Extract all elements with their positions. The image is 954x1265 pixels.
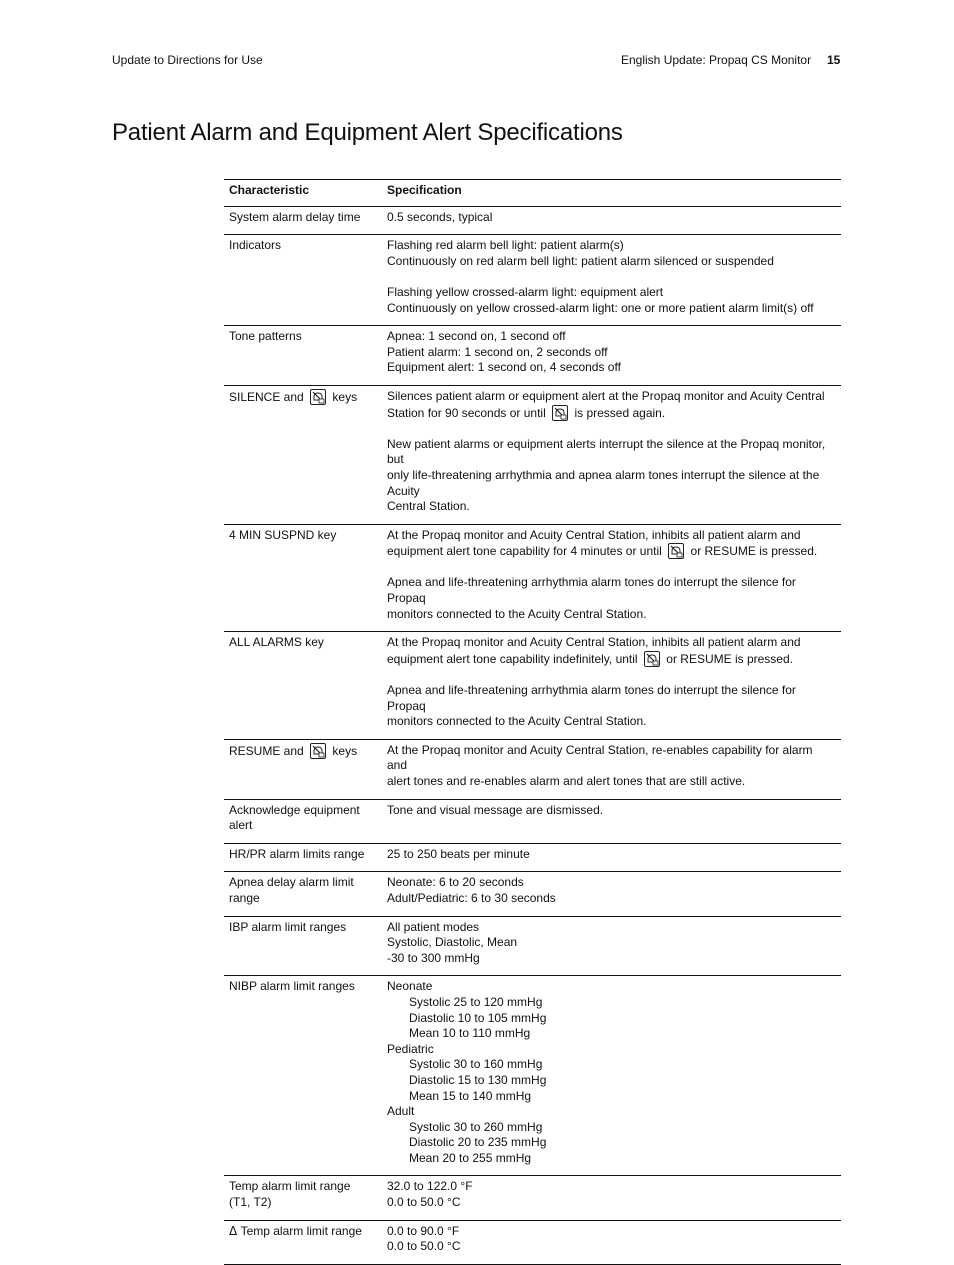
column-header-characteristic: Characteristic — [224, 180, 387, 207]
characteristic-line: (T1, T2) — [229, 1195, 272, 1210]
spec-line: Systolic 30 to 260 mmHg — [409, 1119, 543, 1134]
table-row — [224, 385, 841, 524]
crossed-alarm-key-icon — [310, 743, 326, 759]
spec-text: or RESUME is pressed. — [666, 651, 793, 666]
spec-text: equipment alert tone capability for 4 minutes or until — [387, 544, 662, 559]
spec-line: Mean 20 to 255 mmHg — [409, 1150, 532, 1165]
spec-line: Apnea and life-threatening arrhythmia alarm tones do interrupt the silence for Propaq — [387, 683, 796, 713]
crossed-alarm-key-icon — [668, 543, 684, 559]
crossed-alarm-key-icon — [552, 405, 568, 421]
characteristic-cell: Indicators — [224, 235, 387, 326]
spec-line: Patient alarm: 1 second on, 2 seconds off — [387, 344, 608, 359]
spec-line: alert tones and re-enables alarm and alert tones that are still active. — [387, 774, 746, 788]
spec-text: equipment alert tone capability indefinitely, until — [387, 651, 638, 666]
spec-line: only life-threatening arrhythmia and apnea alarm tones interrupt the silence at the Acuity — [387, 467, 820, 498]
spec-line: -30 to 300 mmHg — [387, 950, 480, 965]
characteristic-cell — [224, 385, 387, 524]
spec-line: Diastolic 20 to 235 mmHg — [409, 1135, 547, 1150]
characteristic-cell — [224, 872, 387, 916]
characteristic-cell: ALL ALARMS key — [224, 632, 387, 740]
characteristic-text: RESUME and — [229, 743, 304, 758]
spec-line — [387, 651, 835, 668]
paragraph-spacer — [387, 667, 835, 683]
spec-line: Central Station. — [387, 499, 470, 514]
characteristic-line: alert — [229, 818, 253, 833]
spec-text: is pressed again. — [574, 405, 666, 420]
specification-cell: 0.5 seconds, typical — [387, 206, 841, 235]
characteristic-cell — [224, 739, 387, 799]
spec-line: New patient alarms or equipment alerts interrupt the silence at the Propaq monitor, but — [387, 436, 826, 467]
table-row — [224, 206, 841, 235]
characteristic-cell: HR/PR alarm limits range — [224, 843, 387, 872]
spec-line — [387, 405, 835, 422]
specification-cell — [387, 916, 841, 976]
table-row — [224, 916, 841, 976]
spec-line: Diastolic 10 to 105 mmHg — [409, 1010, 547, 1025]
specification-cell — [387, 385, 841, 524]
spec-line: Flashing red alarm bell light: patient alarm(s) — [387, 238, 624, 253]
paragraph-spacer — [387, 269, 835, 285]
characteristic-cell — [224, 799, 387, 843]
table-row — [224, 326, 841, 386]
table-row — [224, 235, 841, 326]
spec-line: 0.0 to 50.0 °C — [387, 1195, 461, 1210]
spec-line: Silences patient alarm or equipment alert at the Propaq monitor and Acuity Central — [387, 388, 825, 403]
table-header-row — [224, 180, 841, 207]
spec-line — [387, 543, 835, 560]
crossed-alarm-key-icon — [310, 389, 326, 405]
characteristic-cell: 4 MIN SUSPND key — [224, 524, 387, 632]
spec-line: Adult/Pediatric: 6 to 30 seconds — [387, 890, 556, 905]
spec-line: Continuously on red alarm bell light: patient alarm silenced or suspended — [387, 253, 774, 268]
table-row — [224, 799, 841, 843]
crossed-alarm-key-icon — [644, 651, 660, 667]
specification-cell — [387, 976, 841, 1176]
table-row — [224, 524, 841, 632]
characteristic-cell: System alarm delay time — [224, 206, 387, 235]
page-number: 15 — [827, 53, 841, 67]
spec-line: Systolic 30 to 160 mmHg — [409, 1057, 543, 1072]
characteristic-text: SILENCE and — [229, 389, 304, 404]
specification-cell: Tone and visual message are dismissed. — [387, 799, 841, 843]
characteristic-cell: IBP alarm limit ranges — [224, 916, 387, 976]
table-row — [224, 872, 841, 916]
characteristic-cell: NIBP alarm limit ranges — [224, 976, 387, 1176]
spec-line: Mean 10 to 110 mmHg — [409, 1026, 531, 1041]
spec-line: Equipment alert: 1 second on, 4 seconds off — [387, 360, 621, 375]
specification-cell — [387, 1220, 841, 1264]
spec-line: At the Propaq monitor and Acuity Central Station, re-enables capability for alarm and — [387, 742, 813, 773]
table-row — [224, 1220, 841, 1264]
specifications-table — [224, 179, 841, 1265]
specification-cell — [387, 326, 841, 386]
spec-line: Apnea: 1 second on, 1 second off — [387, 329, 566, 344]
specification-cell — [387, 872, 841, 916]
specification-cell: 25 to 250 beats per minute — [387, 843, 841, 872]
spec-line: monitors connected to the Acuity Central Station. — [387, 606, 647, 621]
spec-text: or RESUME is pressed. — [690, 544, 818, 559]
spec-line: Systolic 25 to 120 mmHg — [409, 994, 543, 1009]
spec-line: Apnea and life-threatening arrhythmia alarm tones do interrupt the silence for Propaq — [387, 575, 796, 606]
characteristic-text: keys — [332, 389, 358, 404]
spec-line: 0.0 to 90.0 °F — [387, 1223, 460, 1238]
running-header-left: Update to Directions for Use — [112, 53, 263, 67]
spec-line: Diastolic 15 to 130 mmHg — [409, 1072, 547, 1087]
spec-line: Mean 15 to 140 mmHg — [409, 1088, 532, 1103]
specification-cell — [387, 524, 841, 632]
spec-line: Systolic, Diastolic, Mean — [387, 935, 518, 950]
column-header-specification: Specification — [387, 180, 841, 207]
spec-line: Continuously on yellow crossed-alarm light: one or more patient alarm limit(s) off — [387, 300, 814, 315]
spec-text: Station for 90 seconds or until — [387, 405, 546, 420]
table-row — [224, 632, 841, 740]
delta-symbol: Δ — [229, 1223, 238, 1238]
specification-cell — [387, 632, 841, 740]
spec-line: 0.0 to 50.0 °C — [387, 1239, 461, 1254]
patient-mode-label: Adult — [387, 1104, 415, 1119]
characteristic-line: Apnea delay alarm limit — [229, 875, 354, 890]
paragraph-spacer — [387, 560, 835, 576]
spec-line: 32.0 to 122.0 °F — [387, 1179, 473, 1194]
characteristic-cell — [224, 1176, 387, 1220]
spec-line: All patient modes — [387, 919, 480, 934]
characteristic-line: range — [229, 890, 260, 905]
spec-line: Neonate: 6 to 20 seconds — [387, 875, 524, 890]
patient-mode-label: Pediatric — [387, 1041, 434, 1056]
paragraph-spacer — [387, 421, 835, 437]
characteristic-cell: Tone patterns — [224, 326, 387, 386]
spec-line: monitors connected to the Acuity Central Station. — [387, 714, 647, 729]
characteristic-text: keys — [332, 743, 358, 758]
specification-cell — [387, 739, 841, 799]
table-row — [224, 739, 841, 799]
characteristic-cell — [224, 1220, 387, 1264]
table-row — [224, 976, 841, 1176]
characteristic-text: Temp alarm limit range — [240, 1223, 362, 1238]
characteristic-line: Acknowledge equipment — [229, 802, 360, 817]
table-row — [224, 1176, 841, 1220]
characteristic-line: Temp alarm limit range — [229, 1179, 351, 1194]
specification-cell — [387, 235, 841, 326]
specification-cell — [387, 1176, 841, 1220]
spec-line: At the Propaq monitor and Acuity Central Station, inhibits all patient alarm and — [387, 527, 801, 542]
running-header-right: English Update: Propaq CS Monitor — [621, 53, 812, 67]
table-row — [224, 843, 841, 872]
patient-mode-label: Neonate — [387, 979, 433, 994]
spec-line: At the Propaq monitor and Acuity Central Station, inhibits all patient alarm and — [387, 635, 801, 650]
spec-line: Flashing yellow crossed-alarm light: equipment alert — [387, 284, 664, 299]
page-title: Patient Alarm and Equipment Alert Specifications — [112, 119, 623, 146]
